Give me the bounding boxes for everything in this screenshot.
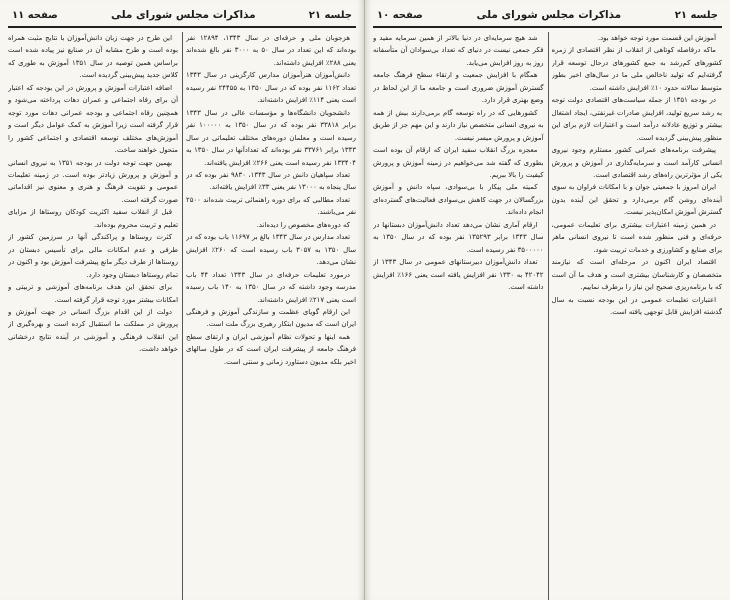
paragraph: دانشجویان دانشگاه‌ها و مؤسسات عالی در سال ۱۳۴۳ برابر ۳۳۸۱۸ نفر بوده که در سال ۱۳۵۰ به ۱۰۰۰۰۰ نفر رسیده است و معلمان دوره‌های مختلف تعلیماتی در سال ۱۳۴۳ برابر ۳۳۷۶۱ نفر بوده‌اند که تعدادآنها در سال ۱۳۵۰ به ۱۳۳۴۰۴ نفر رسیده است یعنی ۲۶۶٪ افزایش یافته‌اند. [186,108,356,167]
paragraph: همه اینها و تحولات نظام آموزشی ایران و ارتقای سطح فرهنگ جامعه از پیشرفت ایران است که در طول سالهای اخیر بلکه مدیون دستاورد زمانی و سنتی است. [186,332,356,366]
paragraph: ارقام آماری نشان می‌دهد تعداد دانش‌آموزان دبستانها در سال ۱۳۴۳ برابر ۱۳۵۲۹۳ نفر بوده که در سال ۱۳۵۰ به ۳۵۰۰۰۰۰ نفر رسیده است. [373,220,544,254]
paragraph: کمیته ملی پیکار با بی‌سوادی، سپاه دانش و آموزش بزرگسالان در جهت کاهش بی‌سوادی فعالیت‌های گسترده‌ای انجام داده‌اند. [373,183,544,217]
left-page-left-column [8,32,178,600]
paragraph: دولت از این اقدام بزرگ انسانی در جهت آموزش و پرورش در مملکت ما استقبال کرده است و بهره‌گیری از این انقلاب فرهنگی و آموزشی در آینده نتایج درخشانی خواهد داشت. [8,307,178,354]
paragraph: معجزه بزرگ انقلاب سفید ایران که ارقام آن بوده است بطوری که گفته شد می‌خواهیم در زمینه آموزش و پرورش کیفیت را بالا ببریم. [373,146,544,179]
right-page-header [373,6,722,28]
left-session-label: جلسه ۲۱ [308,9,352,21]
paragraph: اضافه اعتبارات آموزش و پرورش در این بودجه که اعتبار آن برای رفاه اجتماعی و عمران دهات پرداخته می‌شود و همچنین رفاه اجتماعی و بودجه عمرانی دهات مورد توجه قرار گرفته است زیرا آموزش به کمک عوامل دیگر است و آموزش‌های مختلف توسعه اقتصادی و اجتماعی کشور را متحول خواهند ساخت. [8,83,178,155]
paragraph: ماکه درفاصله کوتاهی از انقلاب از نظر اقتصادی از زمره کشورهای کم‌رشد به جمع کشورهای درحال توسعه قرار گرفته‌ایم که تولید ناخالص ملی ما در سال‌های اخیر بطور متوسط سالانه حدود ۱۰٪ افزایش داشته است. [551,46,722,92]
paragraph: کشورهایی که در راه توسعه گام برمی‌دارند بیش از همه به نیروی انسانی متخصص نیاز دارند و این مهم جز از طریق آموزش و پرورش میسر نیست. [373,108,544,142]
paragraph: قبل از انقلاب سفید اکثریت کودکان روستاها از مزایای تعلیم و تربیت محروم بوده‌اند. [8,208,178,229]
paragraph: در همین زمینه اعتبارات بیشتری برای تعلیمات عمومی، حرفه‌ای و فنی منظور شده است تا نیروی انسانی ماهر برای صنایع و کشاورزی و خدمات تربیت شود. [551,220,722,254]
paragraph: بهمین جهت توجه دولت در بودجه ۱۳۵۱ به نیروی انسانی و آموزش و پرورش زیادتر بوده است. در زمینه تعلیمات عمومی و تقویت فرهنگ و هنری و معنوی نیز اقداماتی صورت گرفته است. [8,158,178,204]
paragraph: برای تحقق این هدف برنامه‌های آموزشی و تربیتی و امکانات بیشتر مورد توجه قرار گرفته است. [8,283,178,304]
paragraph: شد هیچ سرمایه‌ای در دنیا بالاتر از همین سرمایه مفید و فکر جمعی نیست در دنیای که تعداد بی‌سوادان آن متأسفانه روز به روز افزایش می‌یابد. [373,34,544,67]
paragraph: دانش‌آموزان هنرآموزان مدارس کارگزینی در سال ۱۳۴۳ تعداد ۱۱۶۲ نفر بوده که در سال ۱۳۵۰ به ۲۴۴۵۵ نفر رسیده است یعنی ۱۱۴٪ افزایش داشته‌اند. [186,71,356,105]
paragraph: اقتصاد ایران اکنون در مرحله‌ای است که نیازمند متخصصان و کارشناسان بیشتری است و هدف ما آن است که با برنامه‌ریزی صحیح این نیاز را برطرف نماییم. [551,258,722,292]
paragraph: این طرح در جهت زبان دانش‌آموزان با نتایج مثبت همراه بوده است و طرح مشابه آن در صنایع نیز پیاده شده است براساس همین توصیه در سال ۱۳۵۱ آموزش به طوری که کلاس جدید پیش‌بینی گردیده است. [8,34,178,80]
paragraph: تعداد دانش‌آموزان دبیرستانهای عمومی در سال ۱۳۴۳ از ۴۲۰۴۲ به ۱۳۳۰ نفر افزایش یافته است یعنی ۱۶۶٪ افزایش داشته است. [373,258,544,292]
paragraph: تعداد سپاهیان دانش در سال ۱۳۴۳، ۹۸۳۰ نفر بوده که در سال پنجاه به ۱۳۰۰۰ نفر یعنی ۳۳٪ افزایش یافته‌اند. [186,170,356,192]
paragraph: تعداد مدارس در سال ۱۳۴۳ بالغ بر ۱۱۶۹۷ باب بوده که در سال ۱۳۵۰ به ۳۰۵۷ باب رسیده است که ۲۶۰٪ افزایش نشان می‌دهد. [186,233,356,267]
paragraph: که دوره‌های مخصوص را دیده‌اند. [256,220,350,229]
paragraph: کثرت روستاها و پراکندگی آنها در سرزمین کشور از طرفی و عدم امکانات مالی برای تأسیس دبستان در روستاها از طرف دیگر مانع پیشرفت آموزش بود و اکنون در تمام روستاها دبستان وجود دارد. [8,233,178,279]
right-page-left-column [373,32,544,600]
paragraph: درمورد تعلیمات حرفه‌ای در سال ۱۳۴۳ تعداد ۴۴ باب مدرسه وجود داشته که در سال ۱۳۵۰ به ۱۴۰ باب رسیده است یعنی ۲۱۷٪ افزایش داشته‌اند. [186,270,356,304]
right-session-label: جلسه ۲۱ [674,9,718,21]
left-page-title: مذاکرات مجلس شورای ملی [110,9,256,21]
paragraph: آموزش این قسمت مورد توجه خواهد بود. [597,34,716,42]
column-divider [182,32,183,600]
left-page-right-column [186,32,356,600]
left-page-number: صفحه ۱۱ [12,9,58,21]
left-page-columns [8,32,356,600]
paragraph: اعتبارات تعلیمات عمومی در این بودجه نسبت به سال گذشته افزایش قابل توجهی یافته است. [551,295,722,316]
right-page-columns [373,32,722,600]
column-divider [548,32,549,600]
right-page-title: مذاکرات مجلس شورای ملی [476,9,622,21]
paragraph: همگام با افزایش جمعیت و ارتقاء سطح فرهنگ جامعه گسترش آموزش ضروری است و جامعه ما از این لحاظ در وضع بهتری قرار دارد. [373,71,544,105]
paragraph: پیشرفت برنامه‌های عمرانی کشور مستلزم وجود نیروی انسانی کارآمد است و سرمایه‌گذاری در آموزش و پرورش یکی از مؤثرترین راه‌های رشد اقتصادی است. [551,146,722,179]
paragraph: هزجوبان ملی و حرفه‌ای در سال ۱۳۴۳، ۱۲۸۹۴ نفر بوده‌اند که این تعداد در سال ۵۰ به ۳۰۰۰ نفر بالغ شده‌اند یعنی ۲۸۸٪ افزایش داشته‌اند. [186,34,356,67]
paragraph: ابن ارقام گویای عظمت و سازندگی آموزش و فرهنگی ایران است که مدیون ابتکار رهبری بزرگ ملت است. [186,307,356,329]
left-page-header [8,6,356,28]
right-page-number: صفحه ۱۰ [377,9,423,21]
paragraph: تعداد مطالبی که برای دوره راهنمائی تربیت شده‌اند ۲۵۰۰ نفر می‌باشند. [186,195,356,217]
right-page-right-column [552,32,723,600]
paragraph: ایران امروز با جمعیتی جوان و با امکانات فراوان به سوی آینده‌ای روشن گام برمی‌دارد و تحقق این آینده بدون گسترش آموزش امکان‌پذیر نیست. [551,183,722,217]
right-page [365,0,730,600]
paragraph: در بودجه ۱۳۵۱ از جمله سیاست‌های اقتصادی دولت توجه به رشد سریع تولید، افزایش صادرات غیرنفتی، ایجاد اشتغال بیشتر و توزیع عادلانه درآمد است و اعتبارات لازم برای این منظور پیش‌بینی گردیده است. [551,96,722,142]
